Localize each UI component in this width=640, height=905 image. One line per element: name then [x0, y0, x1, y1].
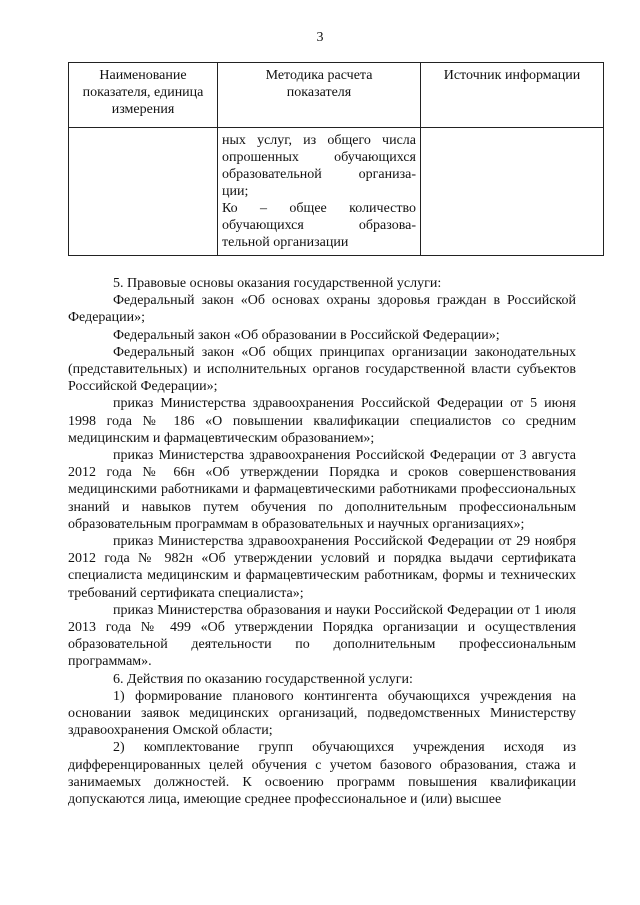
- cell-indicator-name: [69, 128, 218, 256]
- paragraph: приказ Министерства здравоохранения Российской Федерации от 3 августа 2012 года № 66н «Об утверждении Порядка и сроков совершенствования медицинскими работниками и фармацевтическими работниками профессиональных знаний и навыков путем обучения по дополнительным профессиональным образовательным программам в образовательных и научных организациях»;: [68, 448, 576, 532]
- section-heading-actions: 6. Действия по оказанию государственной услуги:: [113, 671, 413, 687]
- paragraph: приказ Министерства здравоохранения Российской Федерации от 5 июня 1998 года № 186 «О повышении квалификации специалистов со средним медицинским и фармацевтическим образованием»;: [68, 396, 576, 446]
- paragraph: 1) формирование планового контингента обучающихся учреждения на основании заявок медицинских организаций, подведомственных Министерству здравоохранения Омской области;: [68, 688, 576, 739]
- paragraph: 2) комплектование групп обучающихся учреждения исходя из дифференцированных целей обучения с учетом базового образования, стажа и занимаемых должностей. К освоению программ повышения квалификации допускаются лица, имеющие среднее профессиональное и (или) высшее: [68, 740, 576, 808]
- paragraph: Федеральный закон «Об общих принципах организации законодательных (представительных) и исполнительных органов государственной власти субъектов Российской Федерации»;: [68, 344, 576, 395]
- table-header-row: [69, 63, 604, 128]
- paragraph: Федеральный закон «Об основах охраны здоровья граждан в Российской Федерации»;: [68, 293, 576, 326]
- header-information-source: Источник информации: [421, 63, 604, 128]
- header-calculation-method: Методика расчета показателя: [218, 63, 421, 128]
- cell-calculation-method: ных услуг, из общего числа опрошенных обучающихся образовательной организа- ции; Ко – общее количество обучающихся образова- тельной организации: [218, 128, 421, 256]
- header-indicator-name: Наименование показателя, единица измерения: [69, 63, 218, 128]
- indicator-table: [68, 62, 604, 256]
- section-heading-legal-basis: 5. Правовые основы оказания государственной услуги:: [113, 276, 442, 291]
- paragraph: приказ Министерства здравоохранения Российской Федерации от 29 ноября 2012 года № 982н «Об утверждении условий и порядка выдачи сертификата специалиста медицинским и фармацевтическим работникам, формы и технических требований сертификата специалиста»;: [68, 534, 576, 601]
- cell-information-source: [421, 128, 604, 256]
- page-number: 3: [316, 30, 324, 45]
- document-body: [68, 275, 576, 808]
- table-row: [69, 128, 604, 256]
- paragraph: Федеральный закон «Об образовании в Российской Федерации»;: [113, 327, 500, 343]
- paragraph: приказ Министерства образования и науки Российской Федерации от 1 июля 2013 года № 499 «Об утверждении Порядка организации и осуществления образовательной деятельности по дополнительным профессиональным программам».: [68, 602, 576, 670]
